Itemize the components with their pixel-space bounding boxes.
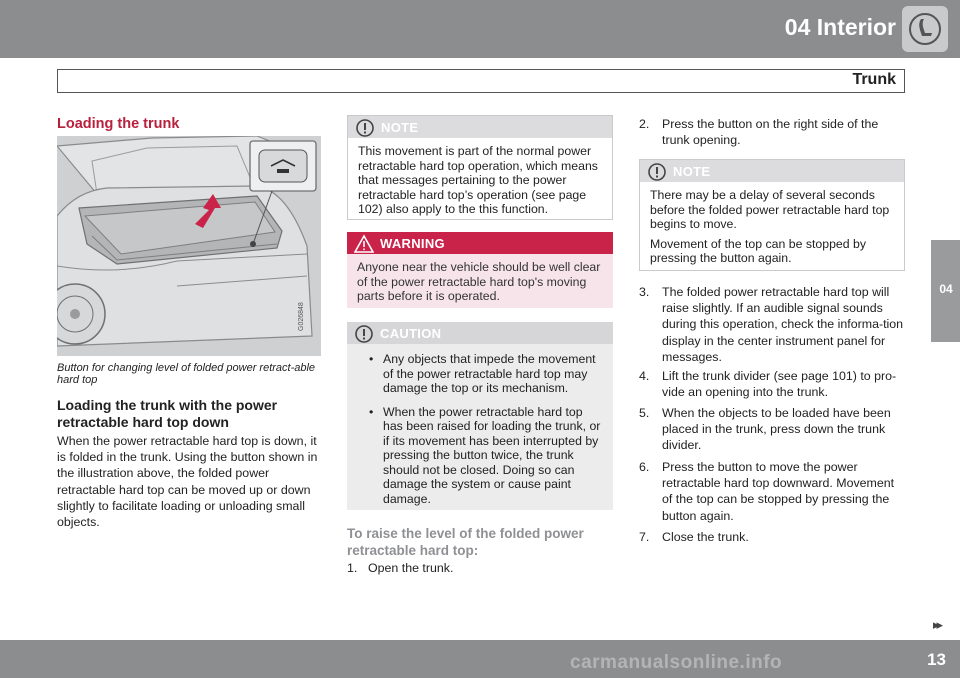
chapter-tab[interactable] <box>932 240 960 342</box>
warning-text: Anyone near the vehicle should be well clear of the power retractable hard top's moving parts before it is operated. <box>357 260 601 303</box>
chapter-title: 04 Interior <box>784 14 896 40</box>
section-heading: Loading the trunk <box>57 116 180 132</box>
section-title: Trunk <box>852 71 896 88</box>
step-6 <box>639 459 907 524</box>
step-1-number: 1. <box>347 561 358 575</box>
note-box-2 <box>639 159 905 271</box>
step-2-text: Press the button on the right side of the trunk opening. <box>662 117 879 148</box>
page-footer <box>0 640 960 678</box>
step-7-text: Close the trunk. <box>662 530 749 544</box>
warning-box <box>347 232 613 308</box>
trunk-illustration <box>57 136 321 356</box>
step-7 <box>639 529 907 545</box>
step-6-number: 6. <box>639 460 650 474</box>
step-4 <box>639 368 907 400</box>
warning-header <box>347 232 613 254</box>
chapter-tab-label: 04 <box>939 282 953 296</box>
caution-icon <box>354 324 374 344</box>
note-2-header <box>640 160 904 182</box>
info-icon <box>355 118 375 138</box>
step-5 <box>639 405 907 454</box>
note-text: This movement is part of the normal power retractable hard top operation, which means that messages pertaining to the power retractable hard top’s operation (see page 102) also apply to the this function. <box>358 144 598 216</box>
page-header <box>0 0 960 58</box>
step-3-number: 3. <box>639 285 650 299</box>
step-4-text: Lift the trunk divider (see page 101) to pro-vide an opening into the trunk. <box>662 369 897 400</box>
next-page-icon[interactable]: ▸▸ <box>932 617 940 632</box>
info-icon <box>647 162 667 182</box>
page-number: 13 <box>927 650 946 669</box>
section-bar <box>57 69 905 93</box>
caution-header <box>347 322 613 344</box>
step-2 <box>639 116 907 148</box>
subheading: Loading the trunk with the power retractable hard top down <box>57 397 278 430</box>
caution-bullet-2: • When the power retractable hard top has been raised for loading the trunk, or if its movement has been interrupted by pressing the button twice, the trunk should not be closed. Doing so can damage the system or cause paint damage. <box>357 405 603 507</box>
watermark: carmanualsonline.info <box>570 652 783 673</box>
figure-code: G026848 <box>298 302 305 331</box>
body-paragraph: When the power retractable hard top is down, it is folded in the trunk. Using the button shown in the illustration above, the folded power retractable hard top can be moved up or down slightly to facilitate loading or unloading small objects. <box>57 434 318 530</box>
caution-bullet-1: • Any objects that impede the movement of the power retractable hard top may damage the top or its mechanism. <box>357 352 603 396</box>
caution-label: CAUTION <box>380 326 442 341</box>
note-2-para-2: Movement of the top can be stopped by pressing the button again. <box>650 236 867 265</box>
step-5-number: 5. <box>639 406 650 420</box>
step-4-number: 4. <box>639 369 650 383</box>
note-label: NOTE <box>381 120 419 135</box>
step-6-text: Press the button to move the power retractable hard top downward. Movement of the top can be stopped by pressing the button again. <box>662 460 895 523</box>
step-1-text: Open the trunk. <box>368 561 454 575</box>
step-1 <box>347 560 611 576</box>
step-3 <box>639 284 907 365</box>
step-2-number: 2. <box>639 117 650 131</box>
note-2-label: NOTE <box>673 164 711 179</box>
warning-triangle-icon <box>354 234 374 254</box>
warning-label: WARNING <box>380 236 445 251</box>
step-3-text: The folded power retractable hard top will raise slightly. If an audible signal sounds during this operation, check the informa-tion display in the center instrument panel for messages. <box>662 285 904 364</box>
caution-box <box>347 322 613 510</box>
note-header <box>348 116 612 138</box>
step-5-text: When the objects to be loaded have been placed in the trunk, press down the trunk divider. <box>662 406 891 453</box>
seat-icon <box>902 6 948 52</box>
step-7-number: 7. <box>639 530 650 544</box>
raise-heading: To raise the level of the folded power retractable hard top: <box>347 526 584 558</box>
figure-caption: Button for changing level of folded power retract-able hard top <box>57 362 316 386</box>
note-2-para-1: There may be a delay of several seconds before the folded power retractable hard top begins to move. <box>650 188 890 231</box>
note-box <box>347 115 613 220</box>
